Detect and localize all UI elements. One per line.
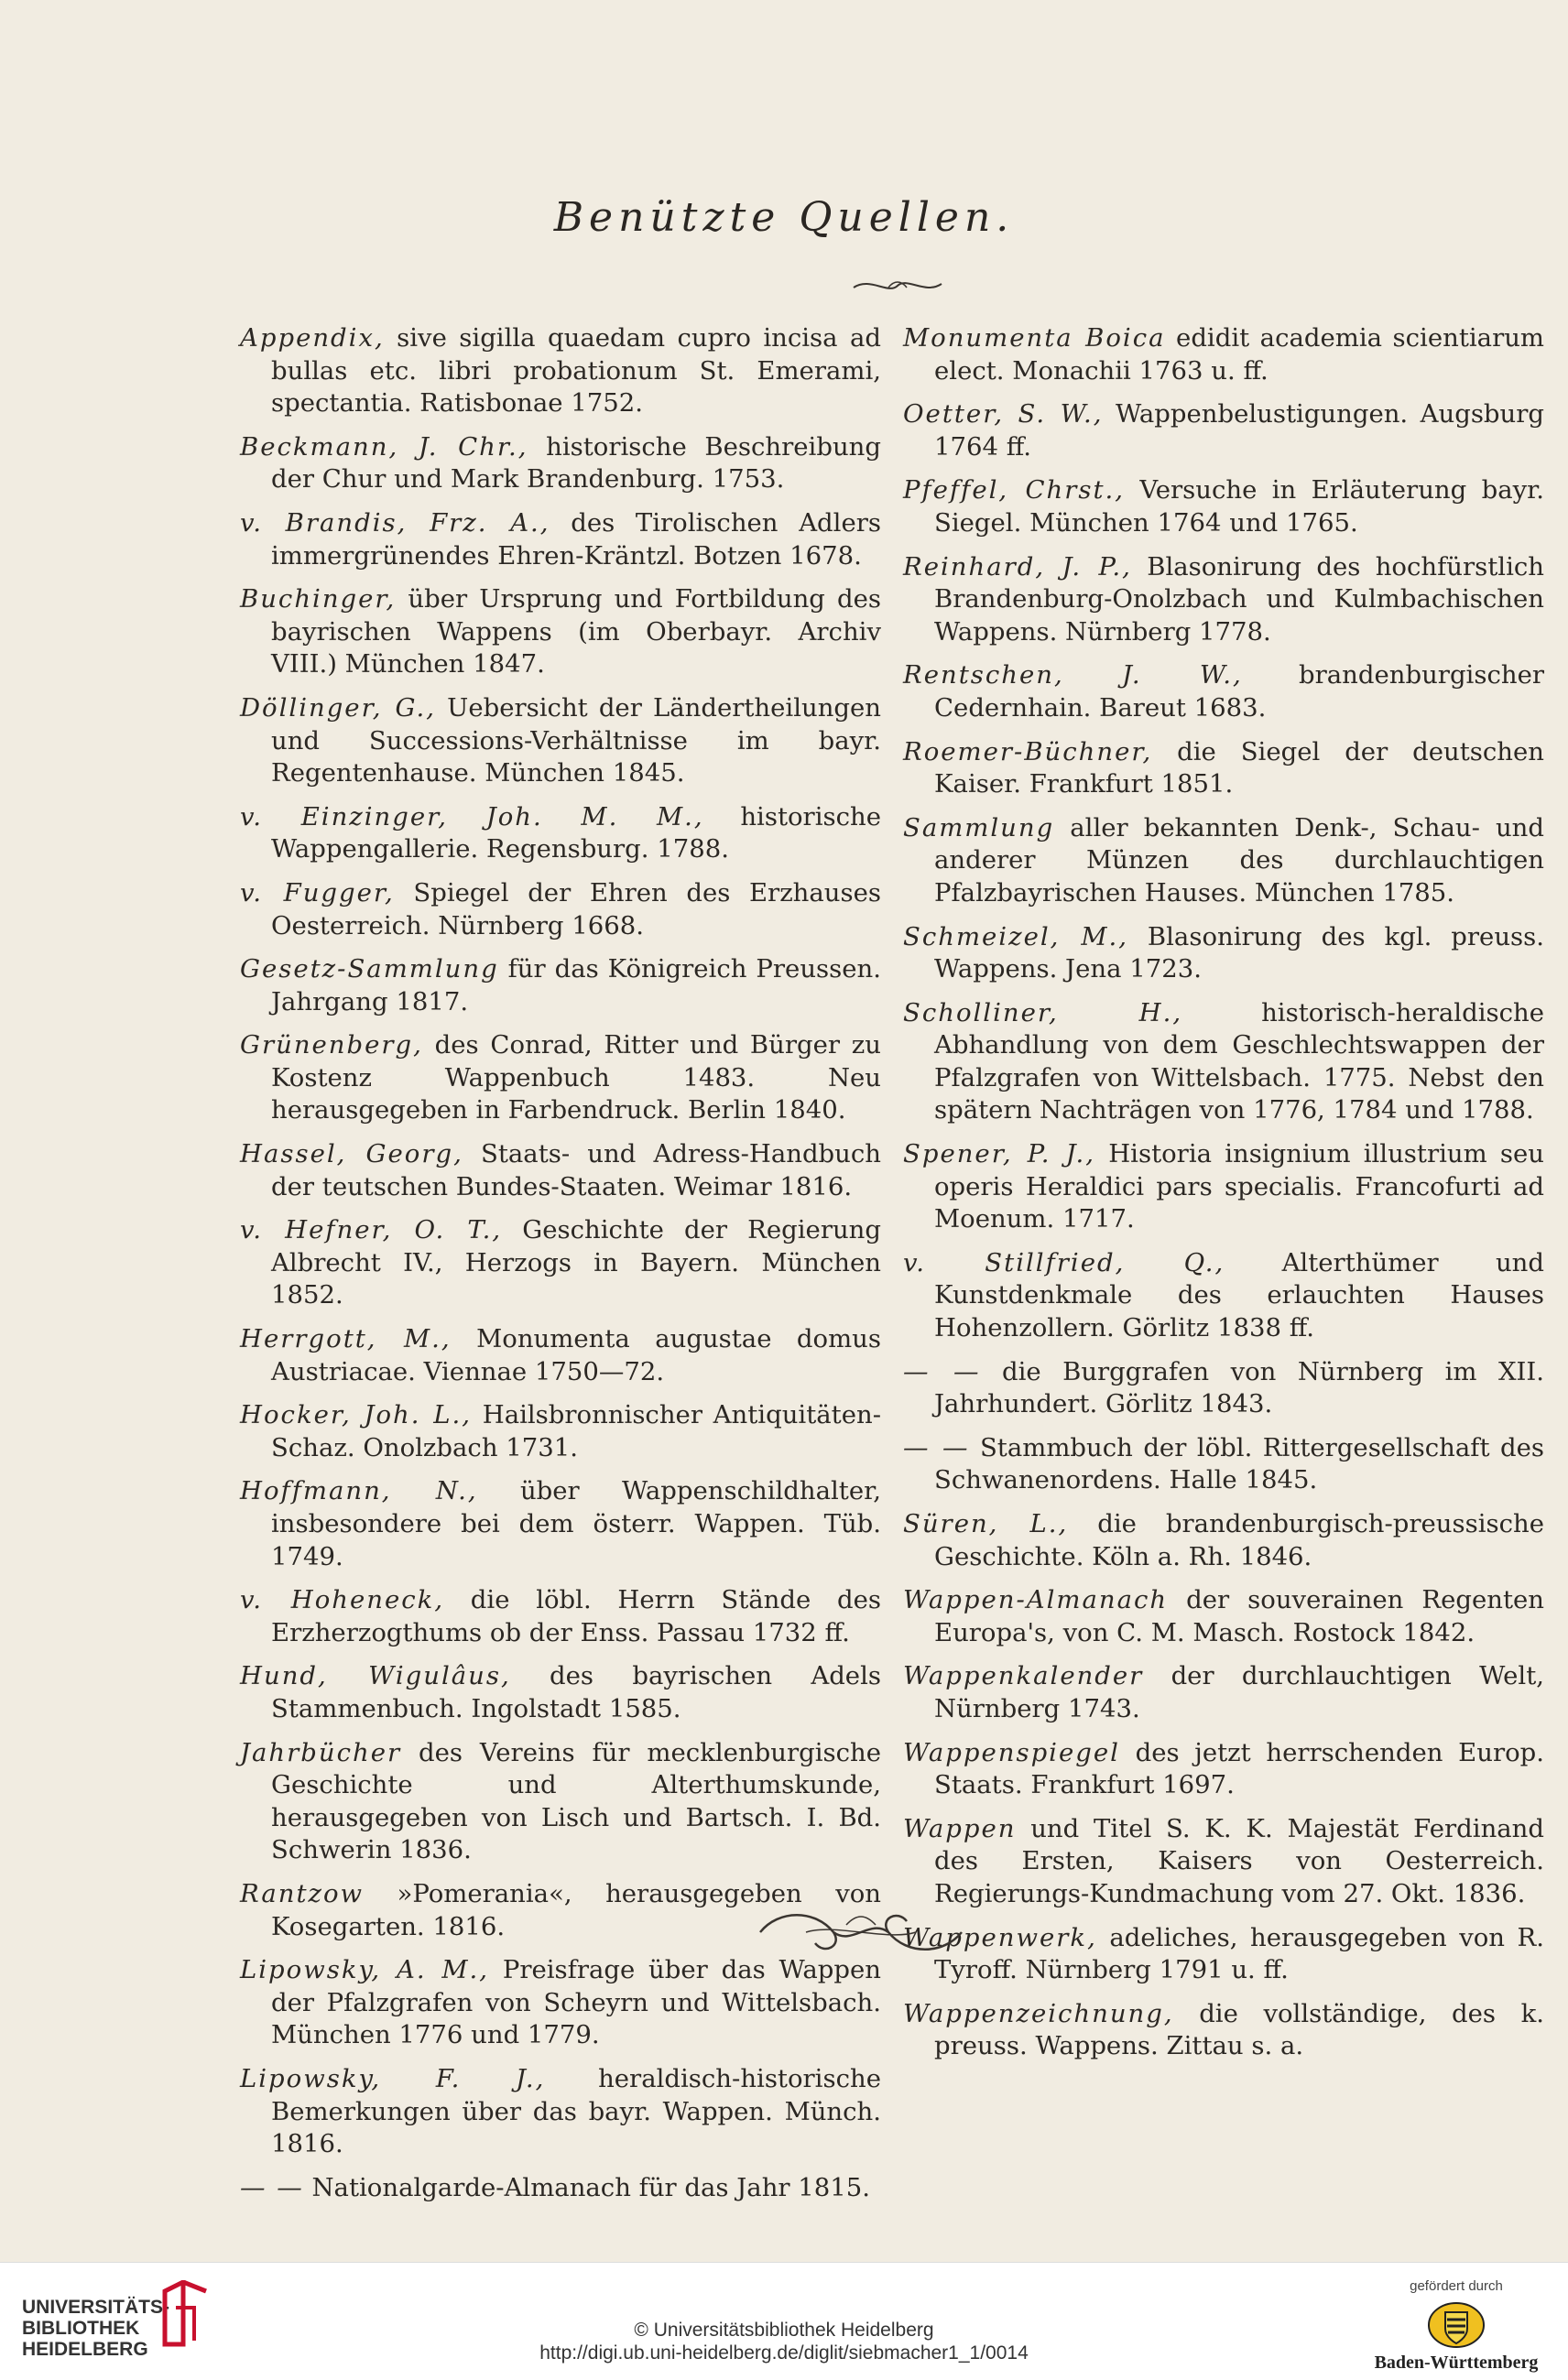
entry-author: Roemer-Büchner, [903, 736, 1153, 766]
entry-details: Uebersicht der Ländertheilungen und Successions-Verhältnisse im bayr. Regentenhause. München 1845. [271, 692, 881, 788]
bibliography-entry [240, 1475, 881, 1573]
entry-author: v. Einzinger, Joh. M. M., [240, 801, 704, 831]
entry-details: die löbl. Herrn Stände des Erzherzogthums ob der Enss. Passau 1732 ff. [271, 1585, 881, 1647]
bibliography-entry [903, 921, 1544, 986]
bibliography-entry [903, 551, 1544, 649]
bibliography-entry [240, 1029, 881, 1127]
entry-details: über Wappenschildhalter, insbesondere bei dem österr. Wappen. Tüb. 1749. [271, 1476, 881, 1571]
entry-author: Buchinger, [240, 584, 397, 614]
entry-details: adeliches, herausgegeben von R. Tyroff. Nürnberg 1791 u. ff. [934, 1922, 1544, 1985]
entry-details: Wappenbelustigungen. Augsburg 1764 ff. [934, 399, 1544, 462]
entry-details: der souverainen Regenten Europa's, von C. M. Masch. Rostock 1842. [934, 1585, 1544, 1647]
copyright-notice [0, 2319, 1568, 2364]
bibliography-entry [903, 1922, 1544, 1987]
entry-details: die brandenburgisch-preussische Geschichte. Köln a. Rh. 1846. [934, 1509, 1544, 1571]
entry-details: die vollständige, des k. preuss. Wappens. Zittau s. a. [934, 1998, 1544, 2061]
bibliography-entry [240, 2172, 881, 2205]
entry-details: »Pomerania«, herausgegeben von Kosegarten. 1816. [271, 1878, 881, 1941]
right-column [903, 322, 1544, 2074]
entry-author: v. Hefner, O. T., [240, 1215, 503, 1245]
bibliography-entry [240, 1399, 881, 1464]
source-url-link[interactable]: http://digi.ub.uni-heidelberg.de/diglit/siebmacher1_1/0014 [539, 2342, 1029, 2364]
entry-author: Hocker, Joh. L., [240, 1400, 472, 1430]
bibliography-entry [903, 1813, 1544, 1911]
entry-author: Gesetz-Sammlung [240, 954, 499, 984]
sponsor-credit [1365, 2278, 1548, 2374]
entry-author: Döllinger, G., [240, 692, 437, 723]
entry-author: Beckmann, J. Chr., [240, 431, 528, 462]
bibliography-entry [903, 659, 1544, 724]
bibliography-entry [903, 398, 1544, 463]
bibliography-entry [903, 1508, 1544, 1573]
bibliography-entry [240, 583, 881, 681]
bibliography-entry [903, 1138, 1544, 1236]
entry-details: historisch-heraldische Abhandlung von dem Geschlechtswappen der Pfalzgrafen von Wittelsbach. 1775. Nebst den spätern Nachträgen von 1776, 1784 und 1788. [934, 997, 1544, 1125]
entry-author: Rantzow [240, 1878, 365, 1908]
bibliography-entry [240, 431, 881, 496]
entry-author: Scholliner, H., [903, 997, 1183, 1027]
bibliography-entry [903, 322, 1544, 387]
bibliography-entry [903, 1737, 1544, 1802]
entry-details: Blasonirung des kgl. preuss. Wappens. Jena 1723. [934, 921, 1544, 984]
bibliography-entry [903, 474, 1544, 539]
bibliography-entry [240, 877, 881, 942]
bibliography-entry [240, 801, 881, 866]
entry-author: Monumenta Boica [903, 323, 1166, 353]
entry-author: Hoffmann, N., [240, 1476, 478, 1506]
bibliography-entry [903, 997, 1544, 1127]
entry-author: Hund, Wigulâus, [240, 1661, 511, 1691]
sponsor-name: Baden-Württemberg [1374, 2353, 1539, 2373]
entry-details: sive sigilla quaedam cupro incisa ad bullas etc. libri probationum St. Emerami, spectantia. Ratisbonae 1752. [271, 323, 881, 418]
bibliography-entry [240, 1660, 881, 1725]
entry-details: Preisfrage über das Wappen der Pfalzgrafen von Scheyrn und Wittelsbach. München 1776 und 1779. [271, 1955, 881, 2050]
entry-author: Wappen-Almanach [903, 1585, 1169, 1615]
entry-author: Wappenzeichnung, [903, 1998, 1174, 2028]
sponsor-label: gefördert durch [1410, 2278, 1503, 2294]
bibliography-entry [240, 1214, 881, 1312]
entry-details: aller bekannten Denk-, Schau- und anderer Münzen des durchlauchtigen Pfalzbayrischen Hauses. München 1785. [934, 812, 1544, 907]
bibliography-entry [240, 1584, 881, 1649]
bibliography-entry [240, 1737, 881, 1867]
entry-author: — — [903, 1432, 970, 1462]
entry-author: Süren, L., [903, 1509, 1069, 1538]
entry-author: Rentschen, J. W., [903, 660, 1243, 690]
closing-scroll-ornament [751, 1905, 971, 1960]
entry-author: Wappen [903, 1813, 1017, 1843]
entry-details: Alterthümer und Kunstdenkmale des erlauchten Hauses Hohenzollern. Görlitz 1838 ff. [934, 1247, 1544, 1343]
bibliography-entry [903, 1432, 1544, 1497]
bibliography-entry [903, 812, 1544, 910]
entry-author: Reinhard, J. P., [903, 551, 1132, 581]
entry-details: und Titel S. K. K. Majestät Ferdinand des Ersten, Kaisers von Oesterreich. Regierungs-Kundmachung vom 27. Okt. 1836. [934, 1813, 1544, 1908]
entry-details: Nationalgarde-Almanach für das Jahr 1815. [303, 2172, 871, 2202]
entry-details: des Tirolischen Adlers immergrünendes Ehren-Kräntzl. Botzen 1678. [271, 507, 881, 571]
entry-author: — — [240, 2172, 304, 2202]
entry-details: die Siegel der deutschen Kaiser. Frankfurt 1851. [934, 736, 1544, 799]
entry-details: Monumenta augustae domus Austriacae. Viennae 1750—72. [271, 1324, 881, 1386]
bibliography-entry [240, 692, 881, 790]
bibliography-entry [903, 1660, 1544, 1725]
entry-author: — — [903, 1356, 981, 1386]
entry-details: historische Beschreibung der Chur und Mark Brandenburg. 1753. [271, 431, 881, 494]
entry-author: Schmeizel, M., [903, 921, 1128, 951]
entry-details: brandenburgischer Cedernhain. Bareut 1683. [934, 660, 1544, 723]
bibliography-entry [903, 1247, 1544, 1345]
entry-details: Geschichte der Regierung Albrecht IV., Herzogs in Bayern. München 1852. [271, 1215, 882, 1310]
entry-details: des bayrischen Adels Stammenbuch. Ingolstadt 1585. [271, 1661, 881, 1723]
entry-details: für das Königreich Preussen. Jahrgang 1817. [271, 954, 881, 1016]
bibliography-entry [903, 1356, 1544, 1421]
entry-details: Staats- und Adress-Handbuch der teutschen Bundes-Staaten. Weimar 1816. [271, 1139, 881, 1201]
entry-author: v. Brandis, Frz. A., [240, 507, 550, 538]
bibliography-entry [240, 2063, 881, 2161]
entry-details: Spiegel der Ehren des Erzhauses Oesterreich. Nürnberg 1668. [271, 877, 881, 940]
entry-author: Wappenkalender [903, 1661, 1144, 1691]
bibliography-entry [903, 736, 1544, 801]
bibliography-entry [240, 1323, 881, 1388]
entry-author: Pfeffel, Chrst., [903, 475, 1126, 505]
entry-details: Versuche in Erläuterung bayr. Siegel. München 1764 und 1765. [934, 475, 1544, 538]
entry-details: historische Wappengallerie. Regensburg. 1788. [271, 801, 881, 864]
entry-details: des Vereins für mecklenburgische Geschichte und Alterthumskunde, herausgegeben von Lisch und Bartsch. I. Bd. Schwerin 1836. [271, 1737, 881, 1865]
entry-author: Lipowsky, F. J., [240, 2063, 546, 2093]
entry-details: über Ursprung und Fortbildung des bayrischen Wappens (im Oberbayr. Archiv VIII.) München 1847. [271, 584, 881, 679]
entry-author: Wappenspiegel [903, 1737, 1120, 1767]
bibliography-entry [240, 322, 881, 420]
entry-details: des jetzt herrschenden Europ. Staats. Frankfurt 1697. [934, 1737, 1544, 1800]
bibliography-entry [240, 1138, 881, 1203]
entry-details: des Conrad, Ritter und Bürger zu Kostenz Wappenbuch 1483. Neu herausgegeben in Farbendruck. Berlin 1840. [271, 1030, 881, 1125]
entry-details: Historia insignium illustrium seu operis Heraldici pars specialis. Francofurti ad Moenum. 1717. [934, 1139, 1544, 1234]
entry-details: Stammbuch der löbl. Rittergesellschaft des Schwanenordens. Halle 1845. [934, 1432, 1544, 1495]
bibliography-entry [240, 953, 881, 1018]
entry-details: Blasonirung des hochfürstlich Brandenburg-Onolzbach und Kulmbachischen Wappens. Nürnberg 1778. [934, 551, 1544, 647]
bibliography-entry [903, 1998, 1544, 2063]
state-coat-of-arms-icon [1427, 2301, 1486, 2349]
entry-author: Hassel, Georg, [240, 1139, 463, 1169]
entry-author: Spener, P. J., [903, 1139, 1095, 1169]
bibliography-entry [240, 1954, 881, 2052]
entry-details: heraldisch-historische Bemerkungen über das bayr. Wappen. Münch. 1816. [271, 2063, 881, 2159]
entry-author: Oetter, S. W., [903, 399, 1104, 429]
entry-author: v. Stillfried, Q., [903, 1247, 1225, 1277]
page-title: Benützte Quellen. [553, 194, 1015, 241]
entry-details: Hailsbronnischer Antiquitäten-Schaz. Onolzbach 1731. [271, 1400, 881, 1462]
entry-author: Wappenwerk, [903, 1922, 1097, 1952]
title-flourish-ornament [852, 275, 943, 297]
entry-details: der durchlauchtigen Welt, Nürnberg 1743. [934, 1661, 1544, 1723]
entry-author: Appendix, [240, 323, 385, 353]
entry-author: Grünenberg, [240, 1030, 423, 1060]
bibliography-entry [240, 507, 881, 572]
entry-author: Jahrbücher [240, 1737, 402, 1767]
entry-author: Lipowsky, A. M., [240, 1955, 490, 1985]
bibliography-entry [903, 1584, 1544, 1649]
entry-details: edidit academia scientiarum elect. Monachii 1763 u. ff. [934, 323, 1545, 386]
entry-author: Herrgott, M., [240, 1324, 452, 1354]
copyright-text: © Universitätsbibliothek Heidelberg [634, 2320, 934, 2341]
entry-author: v. Hoheneck, [240, 1585, 445, 1615]
entry-details: die Burggrafen von Nürnberg im XII. Jahrhundert. Görlitz 1843. [934, 1356, 1544, 1419]
entry-author: Sammlung [903, 812, 1055, 842]
library-logo-text: UNIVERSITÄTS- BIBLIOTHEK HEIDELBERG [22, 2297, 170, 2360]
entry-author: v. Fugger, [240, 877, 395, 907]
